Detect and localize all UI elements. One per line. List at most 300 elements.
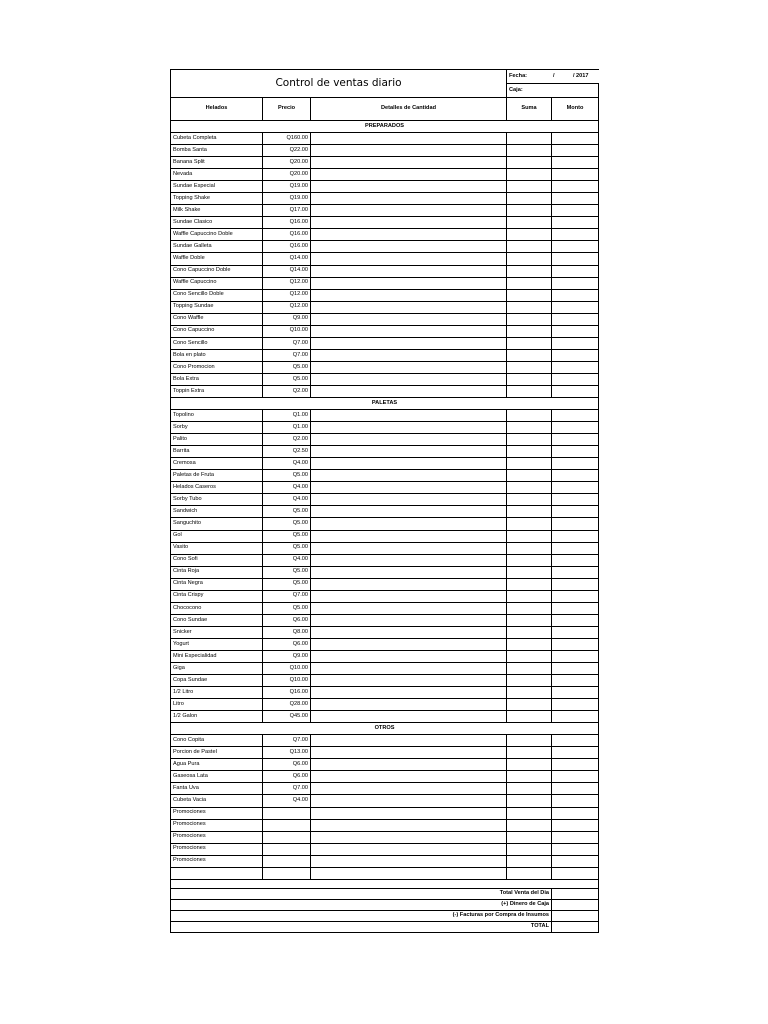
quantity-details-cell[interactable] (311, 795, 507, 807)
suma-cell[interactable] (507, 241, 552, 253)
suma-cell[interactable] (507, 819, 552, 831)
quantity-details-cell[interactable] (311, 614, 507, 626)
item-price: Q17.00 (263, 205, 311, 217)
table-row (171, 301, 599, 313)
suma-cell[interactable] (507, 675, 552, 687)
monto-cell[interactable] (552, 446, 599, 458)
monto-cell[interactable] (552, 638, 599, 650)
item-price: Q16.00 (263, 241, 311, 253)
col-header-precio: Precio (263, 98, 311, 121)
item-price: Q6.00 (263, 759, 311, 771)
totals-value-cell[interactable] (552, 910, 599, 921)
item-name: Sorby Tubo (171, 494, 263, 506)
suma-cell[interactable] (507, 482, 552, 494)
table-row (171, 458, 599, 470)
monto-cell[interactable] (552, 578, 599, 590)
quantity-details-cell[interactable] (311, 277, 507, 289)
item-price: Q1.00 (263, 410, 311, 422)
table-row (171, 229, 599, 241)
totals-label: (-) Facturas por Compra de Insumos (171, 910, 552, 921)
item-name: Fanta Uva (171, 783, 263, 795)
monto-cell[interactable] (552, 337, 599, 349)
item-name: Milk Shake (171, 205, 263, 217)
monto-cell[interactable] (552, 410, 599, 422)
monto-cell[interactable] (552, 783, 599, 795)
suma-cell[interactable] (507, 650, 552, 662)
table-row (171, 446, 599, 458)
monto-cell[interactable] (552, 157, 599, 169)
monto-cell[interactable] (552, 602, 599, 614)
table-row (171, 265, 599, 277)
suma-cell[interactable] (507, 157, 552, 169)
item-price: Q5.00 (263, 506, 311, 518)
table-row (171, 614, 599, 626)
monto-cell[interactable] (552, 349, 599, 361)
suma-cell[interactable] (507, 554, 552, 566)
suma-cell[interactable] (507, 337, 552, 349)
monto-cell[interactable] (552, 361, 599, 373)
quantity-details-cell[interactable] (311, 819, 507, 831)
suma-cell[interactable] (507, 313, 552, 325)
item-name: Helados Caseros (171, 482, 263, 494)
item-price: Q6.00 (263, 771, 311, 783)
item-price: Q2.00 (263, 434, 311, 446)
monto-cell[interactable] (552, 373, 599, 385)
quantity-details-cell[interactable] (311, 855, 507, 867)
suma-cell[interactable] (507, 687, 552, 699)
quantity-details-cell[interactable] (311, 169, 507, 181)
monto-cell[interactable] (552, 831, 599, 843)
suma-cell[interactable] (507, 506, 552, 518)
item-price: Q5.00 (263, 542, 311, 554)
monto-cell[interactable] (552, 650, 599, 662)
suma-cell[interactable] (507, 807, 552, 819)
item-name: Agua Pura (171, 759, 263, 771)
item-price: Q7.00 (263, 349, 311, 361)
monto-cell[interactable] (552, 217, 599, 229)
monto-cell[interactable] (552, 819, 599, 831)
suma-cell[interactable] (507, 711, 552, 723)
sales-control-sheet (170, 69, 598, 933)
quantity-details-cell[interactable] (311, 157, 507, 169)
item-name: Banana Split (171, 157, 263, 169)
table-row (171, 675, 599, 687)
quantity-details-cell[interactable] (311, 518, 507, 530)
item-name: Yogurt (171, 638, 263, 650)
sales-table (170, 69, 599, 933)
suma-cell[interactable] (507, 747, 552, 759)
monto-cell[interactable] (552, 265, 599, 277)
totals-row (171, 921, 599, 932)
monto-cell[interactable] (552, 494, 599, 506)
monto-cell[interactable] (552, 482, 599, 494)
table-row (171, 205, 599, 217)
monto-cell[interactable] (552, 699, 599, 711)
item-name: Cinta Negra (171, 578, 263, 590)
suma-cell[interactable] (507, 169, 552, 181)
item-price: Q14.00 (263, 265, 311, 277)
suma-cell[interactable] (507, 410, 552, 422)
item-name: Cono Sofi (171, 554, 263, 566)
table-row (171, 867, 599, 879)
suma-cell[interactable] (507, 361, 552, 373)
suma-cell[interactable] (507, 373, 552, 385)
suma-cell[interactable] (507, 518, 552, 530)
table-row (171, 807, 599, 819)
table-row (171, 663, 599, 675)
monto-cell[interactable] (552, 554, 599, 566)
item-name: Bola en plato (171, 349, 263, 361)
monto-cell[interactable] (552, 205, 599, 217)
table-row (171, 470, 599, 482)
quantity-details-cell[interactable] (311, 181, 507, 193)
monto-cell[interactable] (552, 458, 599, 470)
suma-cell[interactable] (507, 494, 552, 506)
totals-row (171, 899, 599, 910)
table-row (171, 434, 599, 446)
suma-cell[interactable] (507, 578, 552, 590)
suma-cell[interactable] (507, 265, 552, 277)
quantity-details-cell[interactable] (311, 675, 507, 687)
quantity-details-cell[interactable] (311, 843, 507, 855)
item-name: Sorby (171, 422, 263, 434)
suma-cell[interactable] (507, 385, 552, 397)
quantity-details-cell[interactable] (311, 217, 507, 229)
suma-cell[interactable] (507, 458, 552, 470)
table-row (171, 133, 599, 145)
suma-cell[interactable] (507, 843, 552, 855)
quantity-details-cell[interactable] (311, 638, 507, 650)
monto-cell[interactable] (552, 289, 599, 301)
monto-cell[interactable] (552, 434, 599, 446)
quantity-details-cell[interactable] (311, 711, 507, 723)
item-price: Q7.00 (263, 735, 311, 747)
quantity-details-cell[interactable] (311, 482, 507, 494)
monto-cell[interactable] (552, 325, 599, 337)
sheet-title: Control de ventas diario (171, 70, 507, 98)
caja-label: Caja: (509, 86, 523, 93)
item-name: Sanguchito (171, 518, 263, 530)
quantity-details-cell[interactable] (311, 807, 507, 819)
quantity-details-cell[interactable] (311, 301, 507, 313)
item-price: Q4.00 (263, 795, 311, 807)
quantity-details-cell[interactable] (311, 626, 507, 638)
quantity-details-cell[interactable] (311, 687, 507, 699)
item-price: Q5.00 (263, 373, 311, 385)
table-row (171, 193, 599, 205)
item-price: Q9.00 (263, 313, 311, 325)
monto-cell[interactable] (552, 145, 599, 157)
quantity-details-cell[interactable] (311, 566, 507, 578)
monto-cell[interactable] (552, 313, 599, 325)
item-name: Promociones (171, 807, 263, 819)
table-row (171, 843, 599, 855)
quantity-details-cell[interactable] (311, 494, 507, 506)
totals-value-cell[interactable] (552, 921, 599, 932)
suma-cell[interactable] (507, 253, 552, 265)
monto-cell[interactable] (552, 759, 599, 771)
quantity-details-cell[interactable] (311, 783, 507, 795)
quantity-details-cell[interactable] (311, 590, 507, 602)
suma-cell[interactable] (507, 831, 552, 843)
monto-cell[interactable] (552, 385, 599, 397)
quantity-details-cell[interactable] (311, 831, 507, 843)
item-price: Q1.00 (263, 422, 311, 434)
suma-cell[interactable] (507, 759, 552, 771)
quantity-details-cell[interactable] (311, 385, 507, 397)
quantity-details-cell[interactable] (311, 361, 507, 373)
fecha-year: / 2017 (572, 72, 589, 79)
item-name: Snicker (171, 626, 263, 638)
item-name: Porcion de Pastel (171, 747, 263, 759)
col-header-monto: Monto (552, 98, 599, 121)
suma-cell[interactable] (507, 470, 552, 482)
quantity-details-cell[interactable] (311, 867, 507, 879)
quantity-details-cell[interactable] (311, 265, 507, 277)
item-name: 1/2 Galon (171, 711, 263, 723)
item-name: Waffle Doble (171, 253, 263, 265)
suma-cell[interactable] (507, 699, 552, 711)
monto-cell[interactable] (552, 590, 599, 602)
suma-cell[interactable] (507, 217, 552, 229)
item-name: Bomba Santa (171, 145, 263, 157)
quantity-details-cell[interactable] (311, 554, 507, 566)
item-price: Q10.00 (263, 325, 311, 337)
quantity-details-cell[interactable] (311, 735, 507, 747)
suma-cell[interactable] (507, 277, 552, 289)
monto-cell[interactable] (552, 867, 599, 879)
table-row (171, 349, 599, 361)
quantity-details-cell[interactable] (311, 193, 507, 205)
item-price: Q20.00 (263, 169, 311, 181)
suma-cell[interactable] (507, 145, 552, 157)
section-title: PREPARADOS (171, 121, 599, 133)
monto-cell[interactable] (552, 301, 599, 313)
quantity-details-cell[interactable] (311, 253, 507, 265)
monto-cell[interactable] (552, 542, 599, 554)
table-row (171, 699, 599, 711)
suma-cell[interactable] (507, 133, 552, 145)
quantity-details-cell[interactable] (311, 699, 507, 711)
monto-cell[interactable] (552, 241, 599, 253)
quantity-details-cell[interactable] (311, 434, 507, 446)
monto-cell[interactable] (552, 566, 599, 578)
quantity-details-cell[interactable] (311, 410, 507, 422)
item-name: Bola Extra (171, 373, 263, 385)
table-row (171, 385, 599, 397)
suma-cell[interactable] (507, 301, 552, 313)
monto-cell[interactable] (552, 518, 599, 530)
quantity-details-cell[interactable] (311, 470, 507, 482)
item-name: Cono Capuccino Doble (171, 265, 263, 277)
item-price: Q4.00 (263, 458, 311, 470)
suma-cell[interactable] (507, 422, 552, 434)
table-row (171, 747, 599, 759)
monto-cell[interactable] (552, 626, 599, 638)
suma-cell[interactable] (507, 783, 552, 795)
totals-label: TOTAL (171, 921, 552, 932)
suma-cell[interactable] (507, 614, 552, 626)
suma-cell[interactable] (507, 205, 552, 217)
item-name: Cubeta Vacia (171, 795, 263, 807)
monto-cell[interactable] (552, 422, 599, 434)
quantity-details-cell[interactable] (311, 458, 507, 470)
item-name: Promociones (171, 855, 263, 867)
item-name: Cubeta Completa (171, 133, 263, 145)
suma-cell[interactable] (507, 542, 552, 554)
item-price: Q5.00 (263, 602, 311, 614)
quantity-details-cell[interactable] (311, 313, 507, 325)
monto-cell[interactable] (552, 506, 599, 518)
monto-cell[interactable] (552, 747, 599, 759)
table-row (171, 253, 599, 265)
suma-cell[interactable] (507, 867, 552, 879)
monto-cell[interactable] (552, 675, 599, 687)
quantity-details-cell[interactable] (311, 602, 507, 614)
table-row (171, 313, 599, 325)
caja-field[interactable] (507, 84, 599, 98)
quantity-details-cell[interactable] (311, 205, 507, 217)
monto-cell[interactable] (552, 253, 599, 265)
monto-cell[interactable] (552, 711, 599, 723)
item-price: Q7.00 (263, 337, 311, 349)
quantity-details-cell[interactable] (311, 446, 507, 458)
monto-cell[interactable] (552, 663, 599, 675)
fecha-field[interactable] (507, 70, 599, 84)
item-price: Q19.00 (263, 181, 311, 193)
item-price: Q6.00 (263, 638, 311, 650)
suma-cell[interactable] (507, 638, 552, 650)
suma-cell[interactable] (507, 663, 552, 675)
item-name: Sundae Especial (171, 181, 263, 193)
item-name: Palito (171, 434, 263, 446)
monto-cell[interactable] (552, 843, 599, 855)
item-price (263, 807, 311, 819)
item-price: Q12.00 (263, 277, 311, 289)
monto-cell[interactable] (552, 530, 599, 542)
monto-cell[interactable] (552, 687, 599, 699)
table-row (171, 169, 599, 181)
suma-cell[interactable] (507, 434, 552, 446)
monto-cell[interactable] (552, 181, 599, 193)
monto-cell[interactable] (552, 855, 599, 867)
quantity-details-cell[interactable] (311, 759, 507, 771)
suma-cell[interactable] (507, 325, 552, 337)
quantity-details-cell[interactable] (311, 289, 507, 301)
quantity-details-cell[interactable] (311, 229, 507, 241)
suma-cell[interactable] (507, 771, 552, 783)
suma-cell[interactable] (507, 530, 552, 542)
table-row (171, 277, 599, 289)
monto-cell[interactable] (552, 795, 599, 807)
item-price: Q7.00 (263, 783, 311, 795)
monto-cell[interactable] (552, 277, 599, 289)
item-price: Q4.00 (263, 554, 311, 566)
table-row (171, 650, 599, 662)
quantity-details-cell[interactable] (311, 373, 507, 385)
quantity-details-cell[interactable] (311, 650, 507, 662)
quantity-details-cell[interactable] (311, 747, 507, 759)
item-name: Gaseosa Lata (171, 771, 263, 783)
suma-cell[interactable] (507, 289, 552, 301)
suma-cell[interactable] (507, 566, 552, 578)
suma-cell[interactable] (507, 626, 552, 638)
suma-cell[interactable] (507, 181, 552, 193)
monto-cell[interactable] (552, 169, 599, 181)
item-price: Q10.00 (263, 675, 311, 687)
item-name: Waffle Capuccino (171, 277, 263, 289)
suma-cell[interactable] (507, 229, 552, 241)
item-price: Q28.00 (263, 699, 311, 711)
totals-value-cell[interactable] (552, 888, 599, 899)
suma-cell[interactable] (507, 590, 552, 602)
item-name: Cono Sencillo Doble (171, 289, 263, 301)
item-price: Q5.00 (263, 470, 311, 482)
totals-value-cell[interactable] (552, 899, 599, 910)
monto-cell[interactable] (552, 735, 599, 747)
quantity-details-cell[interactable] (311, 542, 507, 554)
quantity-details-cell[interactable] (311, 325, 507, 337)
section-header-row (171, 121, 599, 133)
table-row (171, 217, 599, 229)
item-name: Cono Copita (171, 735, 263, 747)
item-name: Topping Sundae (171, 301, 263, 313)
suma-cell[interactable] (507, 446, 552, 458)
quantity-details-cell[interactable] (311, 663, 507, 675)
quantity-details-cell[interactable] (311, 337, 507, 349)
monto-cell[interactable] (552, 614, 599, 626)
quantity-details-cell[interactable] (311, 771, 507, 783)
item-name: Sandwich (171, 506, 263, 518)
item-price: Q13.00 (263, 747, 311, 759)
spacer-cell (171, 879, 599, 888)
quantity-details-cell[interactable] (311, 530, 507, 542)
spacer-row (171, 879, 599, 888)
quantity-details-cell[interactable] (311, 241, 507, 253)
quantity-details-cell[interactable] (311, 133, 507, 145)
suma-cell[interactable] (507, 602, 552, 614)
table-row (171, 602, 599, 614)
monto-cell[interactable] (552, 771, 599, 783)
suma-cell[interactable] (507, 349, 552, 361)
suma-cell[interactable] (507, 193, 552, 205)
table-row (171, 735, 599, 747)
item-price: Q10.00 (263, 663, 311, 675)
table-row (171, 518, 599, 530)
table-row (171, 831, 599, 843)
item-price: Q160.00 (263, 133, 311, 145)
table-row (171, 373, 599, 385)
quantity-details-cell[interactable] (311, 422, 507, 434)
table-row (171, 482, 599, 494)
quantity-details-cell[interactable] (311, 506, 507, 518)
monto-cell[interactable] (552, 133, 599, 145)
suma-cell[interactable] (507, 735, 552, 747)
totals-label: Total Venta del Dia (171, 888, 552, 899)
suma-cell[interactable] (507, 855, 552, 867)
quantity-details-cell[interactable] (311, 578, 507, 590)
quantity-details-cell[interactable] (311, 349, 507, 361)
monto-cell[interactable] (552, 470, 599, 482)
table-row (171, 506, 599, 518)
monto-cell[interactable] (552, 229, 599, 241)
monto-cell[interactable] (552, 807, 599, 819)
quantity-details-cell[interactable] (311, 145, 507, 157)
suma-cell[interactable] (507, 795, 552, 807)
monto-cell[interactable] (552, 193, 599, 205)
table-row (171, 590, 599, 602)
item-name: Cono Capuccino (171, 325, 263, 337)
